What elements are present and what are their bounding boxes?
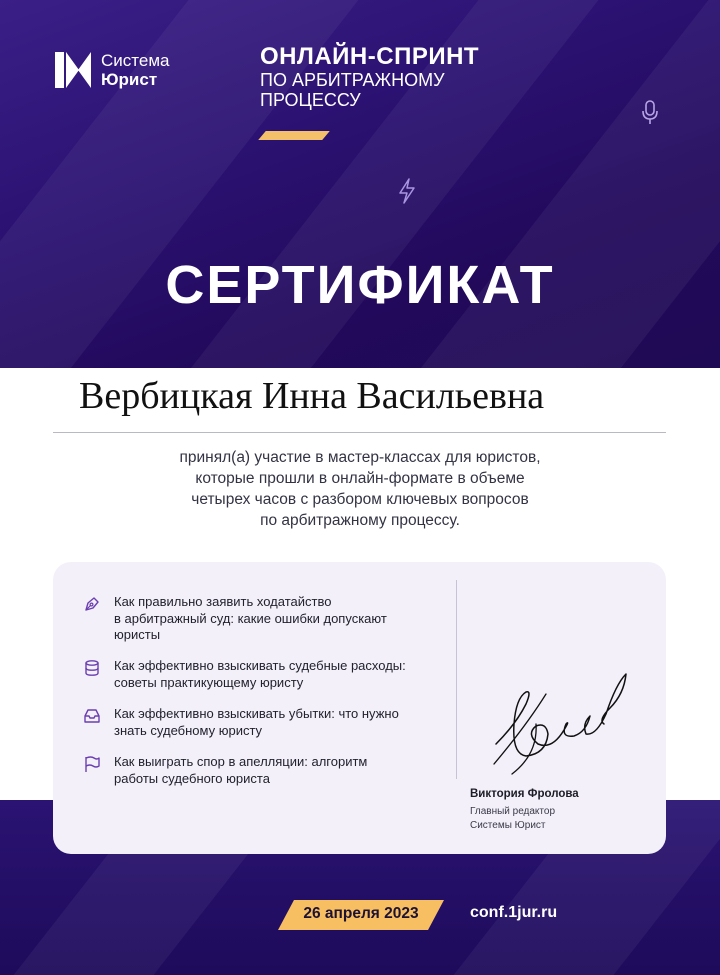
- signature-image: [486, 664, 636, 782]
- topic-line: Как эффективно взыскивать убытки: что нужно: [114, 706, 399, 721]
- topic-line: Как эффективно взыскивать судебные расходы:: [114, 658, 406, 673]
- event-title-line3: ПРОЦЕССУ: [260, 90, 361, 110]
- event-date: 26 апреля 2023: [303, 905, 419, 922]
- topic-line: юристы: [114, 627, 161, 642]
- event-title-line2: ПО АРБИТРАЖНОМУ: [260, 70, 445, 90]
- topic-text: [114, 594, 444, 644]
- card-divider: [456, 580, 457, 779]
- participation-line: четырех часов с разбором ключевых вопросов: [191, 491, 529, 508]
- inbox-tray-icon: [83, 707, 101, 725]
- topic-line: знать судебному юристу: [114, 722, 263, 738]
- signer-name: Виктория Фролова: [470, 788, 579, 800]
- flag-icon: [83, 755, 101, 773]
- recipient-name: Вербицкая Инна Васильевна: [79, 375, 545, 417]
- brand-name-line2: Юрист: [101, 70, 158, 89]
- topic-line: советы практикующему юристу: [114, 674, 304, 690]
- topic-text: [114, 658, 444, 691]
- signer-role: [470, 805, 630, 832]
- name-divider: [53, 432, 666, 433]
- participation-line: принял(а) участие в мастер-классах для юристов,: [179, 449, 541, 466]
- event-title: [260, 44, 479, 110]
- topic-item: [83, 658, 444, 691]
- sistema-yurist-logo-icon: [53, 50, 93, 90]
- topic-text: [114, 706, 444, 739]
- participation-line: которые прошли в онлайн-формате в объеме: [195, 470, 525, 487]
- topic-item: [83, 706, 444, 739]
- topic-line: Как выиграть спор в апелляции: алгоритм: [114, 754, 368, 769]
- topic-line: работы судебного юриста: [114, 770, 270, 786]
- microphone-icon: [640, 99, 660, 127]
- lightning-icon: [396, 177, 418, 205]
- participation-text: [120, 447, 600, 531]
- topic-line: в арбитражный суд: какие ошибки допускают: [114, 610, 387, 626]
- brand-logo: [53, 50, 169, 90]
- signer-role-line: Главный редактор: [470, 806, 556, 817]
- accent-bar: [258, 131, 330, 140]
- topic-item: [83, 754, 444, 787]
- brand-name-line1: Система: [101, 51, 170, 70]
- signer-role-line: Системы Юрист: [470, 819, 546, 831]
- brand-name: [101, 51, 169, 89]
- certificate-title: СЕРТИФИКАТ: [165, 255, 555, 315]
- event-title-line1: ОНЛАЙН-СПРИНТ: [260, 43, 480, 70]
- date-badge: [286, 900, 436, 930]
- participation-line: по арбитражному процессу.: [260, 512, 460, 529]
- site-link[interactable]: conf.1jur.ru: [470, 904, 558, 921]
- topic-text: [114, 754, 444, 787]
- pen-nib-icon: [83, 595, 101, 613]
- topic-line: Как правильно заявить ходатайство: [114, 594, 332, 609]
- database-icon: [83, 659, 101, 677]
- topic-item: [83, 594, 444, 644]
